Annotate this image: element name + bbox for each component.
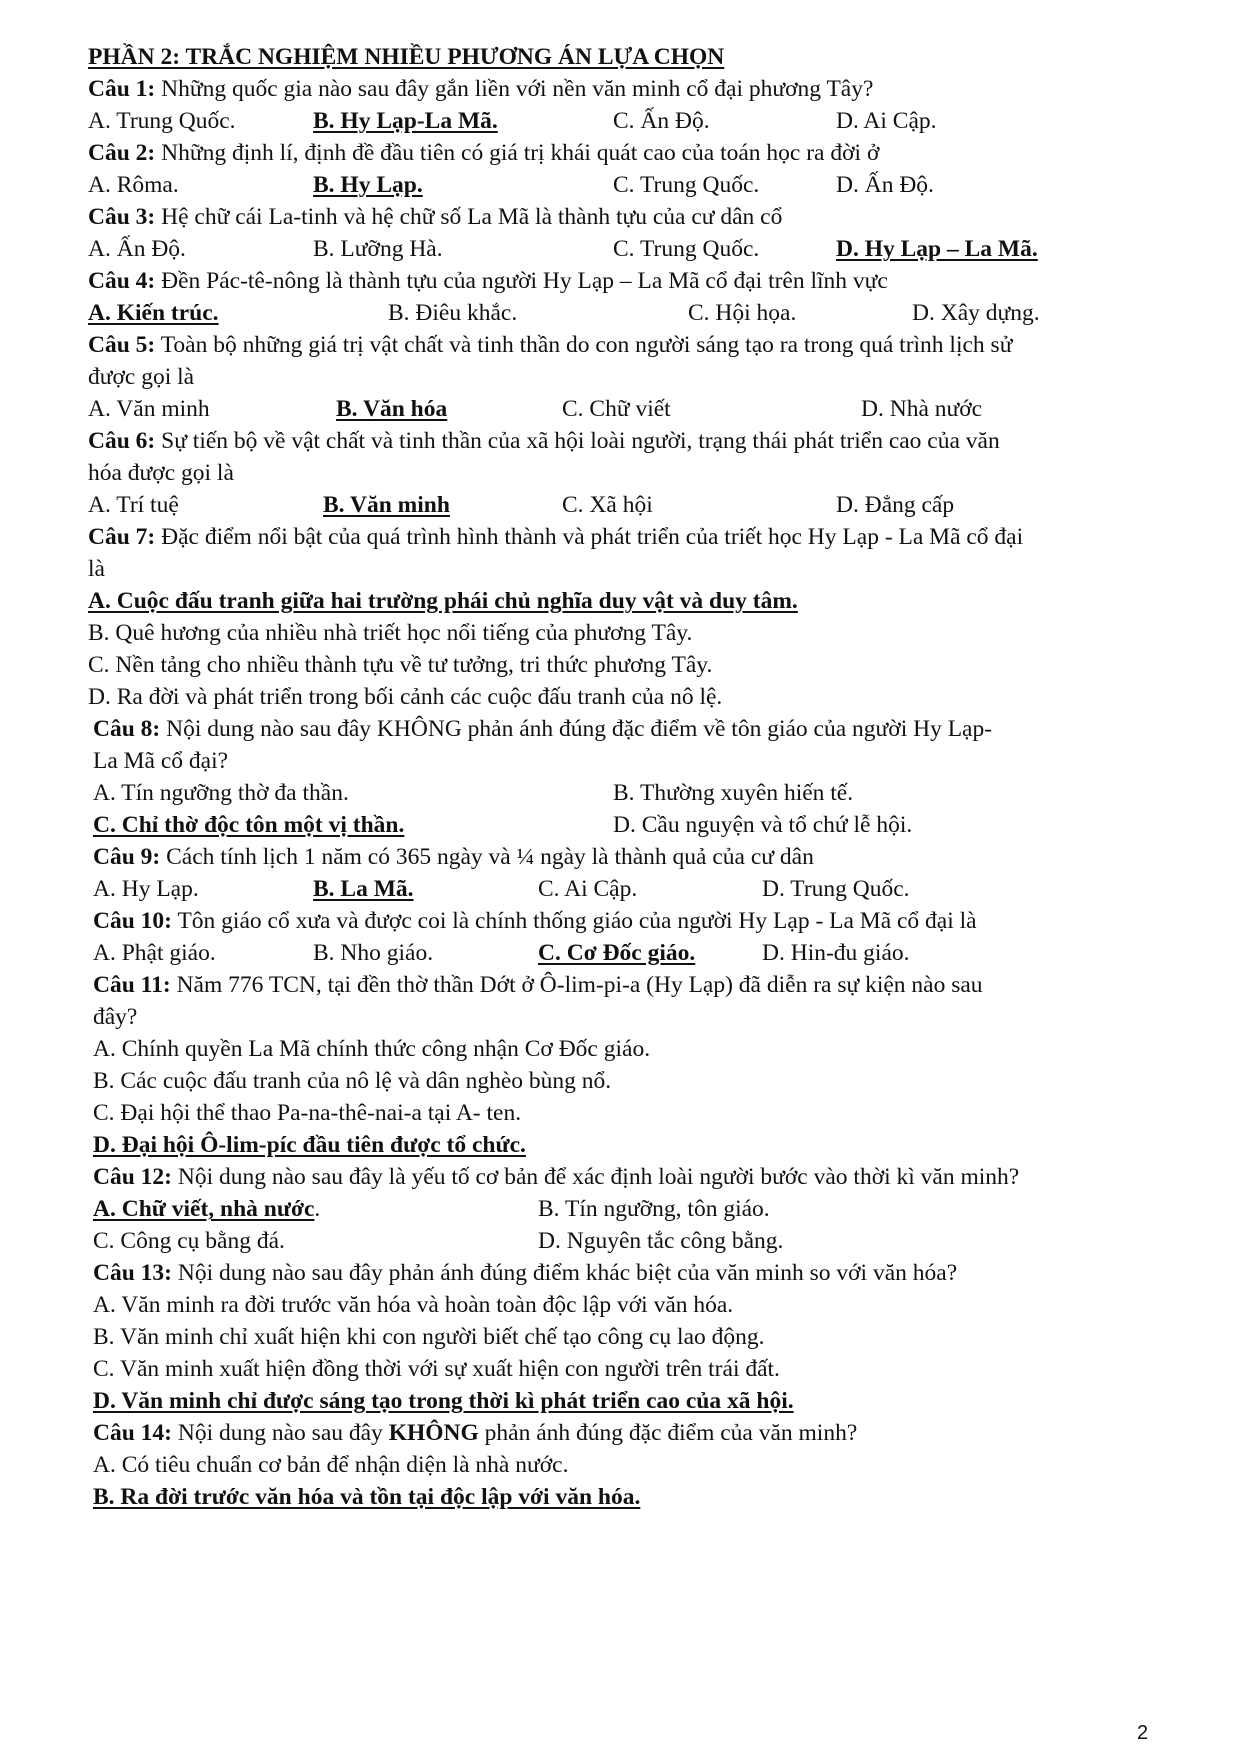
question-label: Câu 4:	[88, 268, 156, 294]
option-d: D. Hin-đu giáo.	[762, 940, 910, 966]
question-text: Toàn bộ những giá trị vật chất và tinh thần do con người sáng tạo ra trong quá trình lịch sử	[155, 332, 1013, 358]
option-d: D. Nhà nước	[861, 396, 983, 422]
option-d: D. Trung Quốc.	[762, 876, 910, 902]
option-b: B. Văn minh chỉ xuất hiện khi con người biết chế tạo công cụ lao động.	[93, 1324, 765, 1350]
question-label: Câu 13:	[93, 1260, 172, 1286]
option-b: B. Điêu khắc.	[388, 300, 518, 326]
question-1	[88, 74, 873, 104]
question-text: Cách tính lịch 1 năm có 365 ngày và ¼ ngày là thành quả của cư dân	[160, 844, 814, 870]
question-text-continued: được gọi là	[88, 364, 195, 390]
option-d: D. Ấn Độ.	[836, 172, 934, 198]
question-label: Câu 8:	[93, 716, 161, 742]
question-label: Câu 9:	[93, 844, 161, 870]
question-5	[88, 330, 1012, 360]
question-label: Câu 6:	[88, 428, 156, 454]
option-a: A. Văn minh ra đời trước văn hóa và hoàn toàn độc lập với văn hóa.	[93, 1292, 734, 1318]
question-9	[93, 842, 814, 872]
option-a: A. Rôma.	[88, 172, 179, 198]
option-a: A. Chính quyền La Mã chính thức công nhận Cơ Đốc giáo.	[93, 1036, 651, 1062]
question-label: Câu 12:	[93, 1164, 172, 1190]
option-c: C. Hội họa.	[688, 300, 797, 326]
question-11	[93, 970, 983, 1000]
option-a-text: A. Chữ viết, nhà nước	[93, 1196, 315, 1222]
question-label: Câu 14:	[93, 1420, 172, 1446]
question-text: Những định lí, định đề đầu tiên có giá trị khái quát cao của toán học ra đời ở	[155, 140, 880, 166]
option-c: C. Ai Cập.	[538, 876, 638, 902]
question-text: Tôn giáo cổ xưa và được coi là chính thống giáo của người Hy Lạp - La Mã cổ đại là	[172, 908, 977, 934]
question-text-continued: là	[88, 556, 105, 582]
question-text: Nội dung nào sau đây là yếu tố cơ bản để xác định loài người bước vào thời kì văn minh?	[172, 1164, 1020, 1190]
question-3	[88, 202, 782, 232]
option-c: C. Ấn Độ.	[613, 108, 710, 134]
option-c: C. Đại hội thể thao Pa-na-thê-nai-a tại A- ten.	[93, 1100, 522, 1126]
question-text-end: phản ánh đúng đặc điểm của văn minh?	[478, 1420, 858, 1446]
option-a-correct: A. Kiến trúc.	[88, 300, 219, 326]
question-7	[88, 522, 1023, 552]
question-6	[88, 426, 1000, 456]
question-8	[93, 714, 992, 744]
question-text: Năm 776 TCN, tại đền thờ thần Dớt ở Ô-lim-pi-a (Hy Lạp) đã diễn ra sự kiện nào sau	[170, 972, 983, 998]
question-text-continued: La Mã cổ đại?	[93, 748, 229, 774]
option-b: B. Tín ngưỡng, tôn giáo.	[538, 1196, 770, 1222]
option-c: C. Xã hội	[562, 492, 653, 518]
option-b-correct: B. Hy Lạp.	[313, 172, 423, 198]
option-a: A. Có tiêu chuẩn cơ bản để nhận diện là nhà nước.	[93, 1452, 569, 1478]
option-b-correct: B. Văn hóa	[336, 396, 448, 422]
option-d: D. Đẳng cấp	[836, 492, 955, 518]
question-text: Sự tiến bộ về vật chất và tinh thần của xã hội loài người, trạng thái phát triển cao của văn	[155, 428, 1000, 454]
question-text-continued: đây?	[93, 1004, 138, 1030]
question-13	[93, 1258, 957, 1288]
option-b: B. Lưỡng Hà.	[313, 236, 443, 262]
option-d: D. Nguyên tắc công bằng.	[538, 1228, 784, 1254]
question-text: Đặc điểm nổi bật của quá trình hình thành và phát triển của triết học Hy Lạp - La Mã cổ đại	[155, 524, 1024, 550]
option-b-correct: B. Hy Lạp-La Mã.	[313, 108, 498, 134]
question-10	[93, 906, 977, 936]
option-a: A. Hy Lạp.	[93, 876, 199, 902]
option-a: A. Trung Quốc.	[88, 108, 236, 134]
option-d: D. Cầu nguyện và tổ chứ lễ hội.	[613, 812, 913, 838]
option-a: A. Ấn Độ.	[88, 236, 186, 262]
option-a: A. Văn minh	[88, 396, 210, 422]
option-c: C. Văn minh xuất hiện đồng thời với sự xuất hiện con người trên trái đất.	[93, 1356, 780, 1382]
question-label: Câu 11:	[93, 972, 171, 998]
question-text: Hệ chữ cái La-tinh và hệ chữ số La Mã là thành tựu của cư dân cổ	[155, 204, 783, 230]
option-b-correct: B. La Mã.	[313, 876, 414, 902]
option-c: C. Công cụ bằng đá.	[93, 1228, 285, 1254]
page-number: 2	[1137, 1722, 1149, 1744]
question-label: Câu 7:	[88, 524, 156, 550]
option-b: B. Thường xuyên hiến tế.	[613, 780, 854, 806]
question-label: Câu 5:	[88, 332, 156, 358]
question-14	[93, 1418, 857, 1448]
option-b: B. Nho giáo.	[313, 940, 434, 966]
option-c: C. Trung Quốc.	[613, 172, 760, 198]
question-text: Nội dung nào sau đây phản ánh đúng điểm khác biệt của văn minh so với văn hóa?	[172, 1260, 958, 1286]
question-label: Câu 3:	[88, 204, 156, 230]
option-b-correct: B. Văn minh	[323, 492, 450, 518]
option-a-correct	[93, 1194, 320, 1224]
option-b: B. Quê hương của nhiều nhà triết học nổi tiếng của phương Tây.	[88, 620, 693, 646]
option-d-correct: D. Hy Lạp – La Mã.	[836, 236, 1038, 262]
option-a-tail: .	[314, 1196, 321, 1222]
option-a: A. Phật giáo.	[93, 940, 216, 966]
option-d: D. Xây dựng.	[912, 300, 1040, 326]
option-a: A. Tín ngưỡng thờ đa thần.	[93, 780, 349, 806]
option-b: B. Các cuộc đấu tranh của nô lệ và dân nghèo bùng nổ.	[93, 1068, 612, 1094]
question-text: Nội dung nào sau đây	[172, 1420, 389, 1446]
option-c: C. Chữ viết	[562, 396, 671, 422]
question-2	[88, 138, 879, 168]
section-title: PHẦN 2: TRẮC NGHIỆM NHIỀU PHƯƠNG ÁN LỰA CHỌN	[88, 44, 725, 70]
option-c-correct: C. Chỉ thờ độc tôn một vị thần.	[93, 812, 405, 838]
option-c: C. Trung Quốc.	[613, 236, 760, 262]
option-d: D. Ra đời và phát triển trong bối cảnh các cuộc đấu tranh của nô lệ.	[88, 684, 723, 710]
question-label: Câu 1:	[88, 76, 156, 102]
option-a-correct: A. Cuộc đấu tranh giữa hai trường phái chủ nghĩa duy vật và duy tâm.	[88, 588, 798, 614]
option-d-correct: D. Văn minh chỉ được sáng tạo trong thời kì phát triển cao của xã hội.	[93, 1388, 794, 1414]
option-c: C. Nền tảng cho nhiều thành tựu về tư tưởng, tri thức phương Tây.	[88, 652, 713, 678]
question-emphasis: KHÔNG	[388, 1420, 479, 1446]
option-a: A. Trí tuệ	[88, 492, 179, 518]
option-c-correct: C. Cơ Đốc giáo.	[538, 940, 696, 966]
option-b-correct: B. Ra đời trước văn hóa và tồn tại độc lập với văn hóa.	[93, 1484, 641, 1510]
question-label: Câu 10:	[93, 908, 172, 934]
question-text: Những quốc gia nào sau đây gắn liền với nền văn minh cổ đại phương Tây?	[155, 76, 874, 102]
question-12	[93, 1162, 1019, 1192]
option-d: D. Ai Cập.	[836, 108, 937, 134]
option-d-correct: D. Đại hội Ô-lim-píc đầu tiên được tổ chức.	[93, 1132, 526, 1158]
question-text-continued: hóa được gọi là	[88, 460, 234, 486]
question-4	[88, 266, 888, 296]
question-label: Câu 2:	[88, 140, 156, 166]
question-text: Đền Pác-tê-nông là thành tựu của người Hy Lạp – La Mã cổ đại trên lĩnh vực	[155, 268, 888, 294]
question-text: Nội dung nào sau đây KHÔNG phản ánh đúng đặc điểm về tôn giáo của người Hy Lạp-	[160, 716, 993, 742]
